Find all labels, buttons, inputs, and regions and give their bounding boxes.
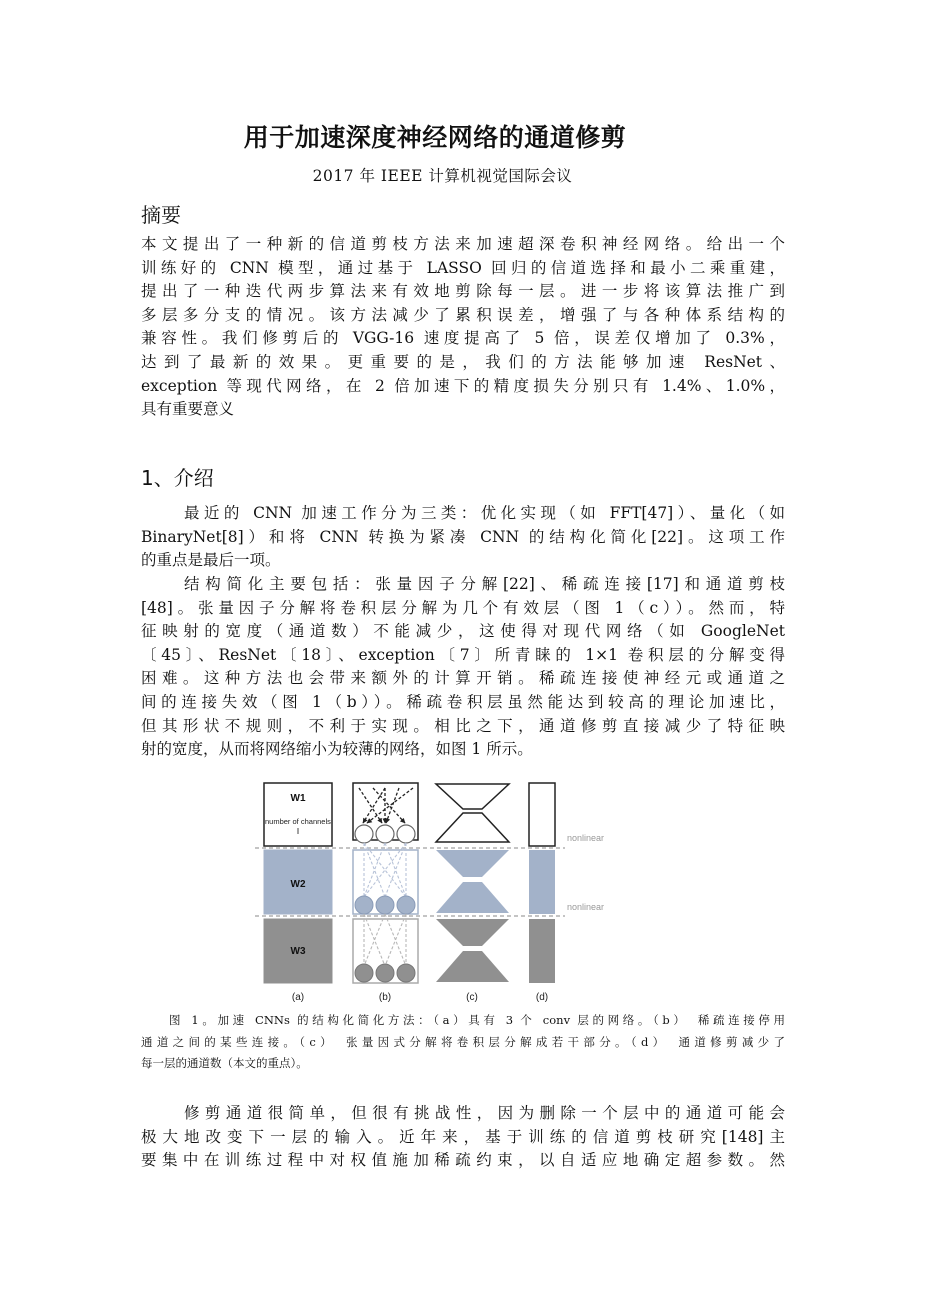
panel-b-gray-nodes [355,964,415,982]
paragraph-line: 要集中在训练过程中对权值施加稀疏约束，以自适应地确定超参数。然 [141,1151,785,1170]
section1-heading: 1、介绍 [141,466,214,490]
panel-c-w2-upper [436,850,509,877]
panel-b-mid-links [364,843,406,897]
channels-label: number of channels [265,817,331,826]
abstract-line: 多层多分支的情况。该方法减少了累积误差，增强了与各种体系结构的 [141,305,785,324]
nonlinear-label-2: nonlinear [567,902,605,912]
paragraph-line: BinaryNet[8]）和将 CNN 转换为紧凑 CNN 的结构化简化[22]。这项工作 [141,527,785,546]
abstract-line: 提出了一种迭代两步算法来有效地剪除每一层。进一步将该算法推广到 [141,282,785,301]
panel-c-label: (c) [466,992,478,1003]
panel-d-w3-box [529,919,555,983]
paragraph-line: 的重点是最后一项。 [141,551,281,570]
paper-venue: 2017 年 IEEE 计算机视觉国际会议 [312,167,573,185]
paragraph-line: 困难。这种方法也会带来额外的计算开销。稀疏连接使神经元或通道之 [141,669,785,688]
paragraph-line: 征映射的宽度（通道数）不能减少，这使得对现代网络（如 GoogleNet [141,622,785,641]
caption-line: 通道之间的某些连接。（c） 张量因式分解将卷积层分解成若干部分。（d） 通道修剪减少了 [141,1034,785,1049]
panel-b-label: (b) [378,992,392,1003]
panel-d-label: (d) [535,992,549,1003]
paragraph-line: 但其形状不规则，不利于实现。相比之下，通道修剪直接减少了特征映 [141,716,785,735]
abstract-line: 训练好的 CNN 模型，通过基于 LASSO 回归的信道选择和最小二乘重建， [141,258,785,277]
paragraph-line: 极大地改变下一层的输入。近年来，基于训练的信道剪枝研究[148]主 [141,1127,785,1146]
panel-b-top-arrows [359,788,413,823]
paragraph-line: 最近的 CNN 加速工作分为三类：优化实现（如 FFT[47]）、量化（如 [184,504,785,522]
panel-c-w2-lower [436,882,509,913]
nonlinear-label-1: nonlinear [567,833,605,843]
section1-paragraph-2 [141,573,785,762]
section1-paragraph-1 [141,502,785,573]
paragraph-line: 结构简化主要包括：张量因子分解[22]、稀疏连接[17]和通道剪枝 [184,575,785,593]
figure-1 [255,776,635,1006]
panel-c-w1-lower [436,813,509,842]
abstract-heading: 摘要 [141,203,181,227]
abstract-line: 达到了最新的效果。更重要的是，我们的方法能够加速 ResNet、 [141,352,785,371]
panel-c-w3-lower [436,951,509,982]
figure-1-diagram [255,776,635,1006]
panel-b-white-nodes [355,825,415,843]
paragraph-line: 射的宽度，从而将网络缩小为较薄的网络，如图 1 所示。 [141,740,533,759]
figure-1-caption [141,1010,785,1075]
panel-c-w3-upper [436,919,509,946]
abstract-line: exception 等现代网络，在 2 倍加速下的精度损失分别只有 1.4%、1.0%， [141,376,785,395]
abstract-line: 兼容性。我们修剪后的 VGG-16 速度提高了 5 倍，误差仅增加了 0.3%， [141,329,785,348]
abstract-line: 本文提出了一种新的信道剪枝方法来加速超深卷积神经网络。给出一个 [141,235,785,253]
panel-b-bot-links [364,914,406,966]
w1-label: W1 [290,793,306,804]
w3-label: W3 [290,946,306,957]
paragraph-line: 修剪通道很简单，但很有挑战性，因为删除一个层中的通道可能会 [184,1104,785,1122]
panel-c-w1-upper [436,784,509,809]
panel-a-label: (a) [291,992,305,1003]
paragraph-line: 〔45〕、ResNet〔18〕、exception〔7〕所青睐的 1×1 卷积层的分解变得 [141,645,785,664]
w2-label: W2 [290,879,306,890]
caption-line: 图 1。加速 CNNs 的结构化简化方法：（a）具有 3 个 conv 层的网络。（b） 稀疏连接停用 [169,1013,785,1027]
abstract-body [141,233,785,422]
paragraph-line: 间的连接失效（图 1（b））。稀疏卷积层虽然能达到较高的理论加速比， [141,692,785,711]
caption-line: 每一层的通道数（本文的重点）。 [141,1056,308,1070]
paper-title: 用于加速深度神经网络的通道修剪 [243,123,627,152]
section1-paragraph-3 [141,1102,785,1173]
panel-d-w2-box [529,850,555,914]
abstract-line: 具有重要意义 [141,400,235,419]
paragraph-line: [48]。张量因子分解将卷积层分解为几个有效层（图 1（c））。然而，特 [141,598,785,617]
panel-d-w1-box [529,783,555,846]
panel-b-blue-nodes [355,896,415,914]
